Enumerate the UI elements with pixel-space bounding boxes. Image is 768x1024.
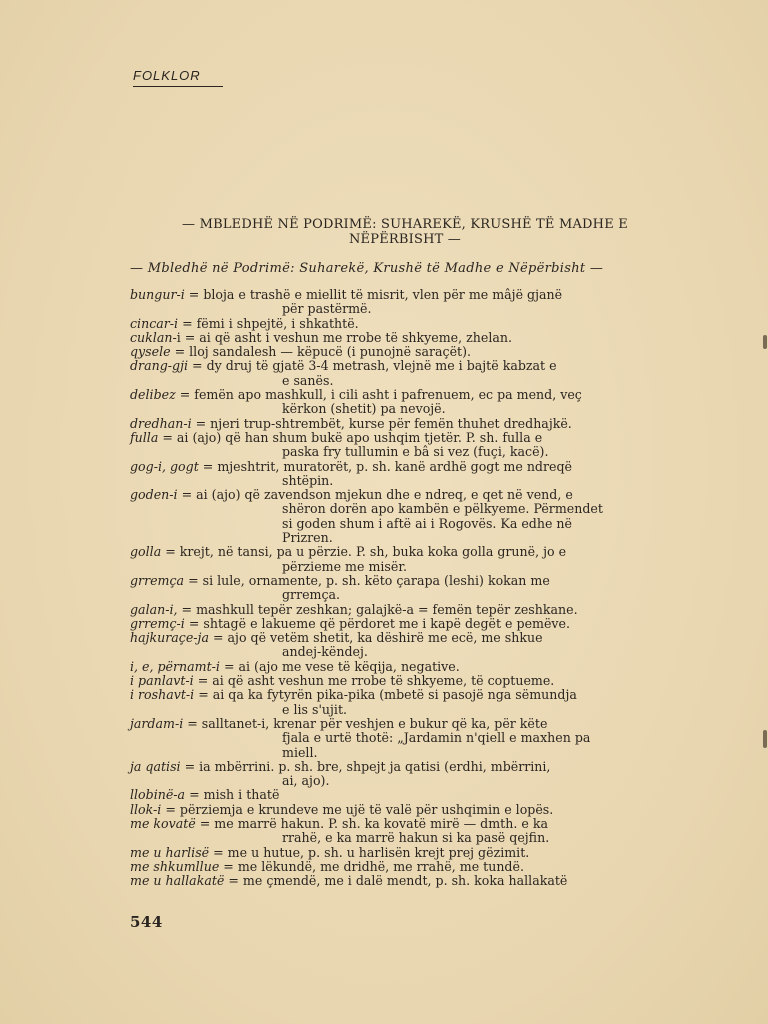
entry-first-line [130, 603, 678, 617]
glossary-entry [130, 660, 678, 674]
glossary-entry [130, 574, 678, 603]
entry-continuation: e sanës. [282, 372, 334, 388]
entry-definition: = fëmi i shpejtë, i shkathtë. [178, 315, 359, 331]
glossary-entry [130, 388, 678, 417]
page-number: 544 [130, 913, 163, 931]
entry-first-line [130, 631, 678, 645]
entry-first-line [130, 617, 678, 631]
entry-first-line [130, 388, 678, 402]
entry-definition: = mjeshtrit, muratorët, p. sh. kanë ardhë gogt me ndreqë [198, 458, 572, 474]
entry-term: fulla [130, 429, 159, 445]
entry-definition: = ai (ajo me vese të këqija, negative. [219, 658, 460, 674]
entry-term: bungur-i [130, 287, 185, 302]
entry-first-line [130, 660, 678, 674]
entry-definition: = ai qa ka fytyrën pika-pika (mbetë si pasojë nga sëmundja [194, 687, 577, 703]
entry-continuation: ai, ajo). [282, 773, 330, 789]
glossary-entry [130, 860, 678, 874]
entry-term: grremç-i [130, 615, 185, 631]
entry-definition: = salltanet-i, krenar për veshjen e bukur që ka, për këte [183, 715, 548, 731]
entry-continuation: kërkon (shetit) pa nevojë. [282, 401, 446, 417]
entry-first-line [130, 674, 678, 688]
glossary-list [130, 288, 678, 888]
entry-first-line [130, 488, 678, 502]
entry-first-line [130, 788, 678, 802]
glossary-entry [130, 488, 678, 545]
entry-first-line [130, 288, 678, 302]
entry-definition: = me lëkundë, me dridhë, me rrahë, me tundë. [219, 858, 524, 874]
entry-term: me u hallakatë [130, 873, 225, 889]
entry-definition: = ai (ajo) që han shum bukë apo ushqim tjetër. P. sh. fulla e [158, 429, 543, 445]
glossary-entry [130, 617, 678, 631]
glossary-entry [130, 846, 678, 860]
glossary-entry [130, 431, 678, 460]
entry-term: grremça [130, 572, 185, 588]
glossary-entry [130, 317, 678, 331]
section-header: FOLKLOR [133, 68, 201, 83]
glossary-entry [130, 760, 678, 789]
article-title: — MBLEDHË NË PODRIMË: SUHAREKË, KRUSHË TË MADHE E NËPËRBISHT — [182, 217, 628, 247]
glossary-entry [130, 688, 678, 717]
entry-continuation: si goden shum i aftë ai i Rogovës. Ka edhe në [282, 515, 572, 531]
entry-continuation: rrahë, e ka marrë hakun si ka pasë qejfin. [282, 830, 550, 846]
entry-first-line [130, 431, 678, 445]
entry-term: i, e, përnamt-i [130, 658, 220, 674]
entry-first-line [130, 417, 678, 431]
entry-definition: = përziemja e krundeve me ujë të valë për ushqimin e lopës. [161, 801, 554, 817]
entry-definition: = shtagë e lakueme që përdoret me i kapë degët e pemëve. [184, 615, 570, 631]
entry-term: llok-i [130, 801, 162, 817]
glossary-entry [130, 417, 678, 431]
entry-first-line [130, 460, 678, 474]
entry-term: cuklan- [130, 329, 177, 345]
entry-first-line [130, 874, 678, 888]
entry-definition: = ia mbërrini. p. sh. bre, shpejt ja qatisi (erdhi, mbërrini, [180, 758, 551, 774]
entry-definition: = ajo që vetëm shetit, ka dëshirë me ecë, me shkue [208, 630, 543, 646]
entry-definition: = ai (ajo) që zavendson mjekun dhe e ndreq, e qet në vend, e [177, 487, 573, 503]
entry-definition: = krejt, në tansi, pa u përzie. P. sh, buka koka golla grunë, jo e [161, 544, 567, 560]
article-subtitle: — Mbledhë në Podrimë: Suharekë, Krushë të Madhe e Nëpërbisht — [130, 261, 604, 276]
glossary-entry [130, 717, 678, 760]
entry-continuation: e lis s'ujit. [282, 701, 348, 717]
entry-definition: = dy druj të gjatë 3-4 metrash, vlejnë me i bajtë kabzat e [188, 358, 557, 374]
glossary-entry [130, 874, 678, 888]
entry-first-line [130, 345, 678, 359]
header-underline [133, 86, 223, 87]
glossary-entry [130, 803, 678, 817]
entry-continuation: fjala e urtë thotë: „Jardamin n'qiell e maxhen pa [282, 730, 591, 746]
entry-continuation: andej-këndej. [282, 644, 368, 660]
entry-term: delibez [130, 387, 176, 403]
glossary-entry [130, 345, 678, 359]
entry-first-line [130, 846, 678, 860]
entry-definition: = si lule, ornamente, p. sh. këto çarapa (leshi) kokan me [184, 572, 550, 588]
entry-definition: = me marrë hakun. P. sh. ka kovatë mirë — dmth. e ka [195, 815, 548, 831]
entry-continuation: përzieme me misër. [282, 558, 407, 574]
entry-continuation: grremça. [282, 587, 341, 603]
entry-continuation: shtëpin. [282, 472, 334, 488]
entry-definition: = me u hutue, p. sh. u harlisën krejt prej gëzimit. [209, 844, 530, 860]
entry-continuation: paska fry tullumin e bâ si vez (fuçi, kacë). [282, 444, 549, 460]
entry-term: llobinë-a [130, 787, 186, 803]
entry-term: me u harlisë [130, 844, 210, 860]
entry-definition: = njeri trup-shtrembët, kurse për femën thuhet dredhajkë. [191, 415, 572, 431]
entry-term: goden-i [130, 487, 178, 503]
entry-term: i roshavt-i [130, 687, 195, 703]
entry-definition: = me çmendë, me i dalë mendt, p. sh. koka hallakatë [224, 873, 568, 889]
entry-first-line [130, 317, 678, 331]
entry-first-line [130, 860, 678, 874]
entry-first-line [130, 717, 678, 731]
entry-term: i panlavt-i [130, 673, 194, 689]
glossary-entry [130, 288, 678, 317]
margin-mark [763, 730, 767, 748]
entry-definition: i = ai që asht i veshun me rrobe të shkyeme, zhelan. [176, 329, 512, 345]
entry-continuation: miell. [282, 744, 318, 760]
entry-continuation: shëron dorën apo kambën e pëlkyeme. Përmendet [282, 501, 603, 517]
entry-term: dredhan-i [130, 415, 192, 431]
entry-term: gog-i, gogt [130, 458, 199, 474]
entry-continuation: Prizren. [282, 530, 333, 546]
entry-term: me shkumllue [130, 858, 220, 874]
entry-first-line [130, 803, 678, 817]
entry-definition: = bloja e trashë e miellit të misrit, vlen për me mâjë gjanë [184, 287, 563, 302]
entry-term: me kovatë [130, 815, 196, 831]
glossary-entry [130, 331, 678, 345]
entry-first-line [130, 817, 678, 831]
entry-definition: = lloj sandalesh — këpucë (i punojnë saraçët). [170, 344, 472, 360]
entry-definition: = femën apo mashkull, i cili asht i pafrenuem, ec pa mend, veç [175, 387, 582, 403]
glossary-entry [130, 545, 678, 574]
entry-definition: = mish i thatë [185, 787, 280, 803]
entry-term: golla [130, 544, 162, 560]
entry-first-line [130, 331, 678, 345]
glossary-entry [130, 674, 678, 688]
entry-term: drang-gji [130, 358, 189, 374]
entry-first-line [130, 545, 678, 559]
entry-first-line [130, 760, 678, 774]
entry-first-line [130, 688, 678, 702]
entry-term: qysele [130, 344, 171, 360]
glossary-entry [130, 631, 678, 660]
glossary-entry [130, 460, 678, 489]
entry-term: jardam-i [130, 715, 184, 731]
glossary-entry [130, 817, 678, 846]
entry-definition: = mashkull tepër zeshkan; galajkë-a = femën tepër zeshkane. [177, 601, 578, 617]
glossary-entry [130, 603, 678, 617]
entry-term: cincar-i [130, 315, 179, 331]
glossary-entry [130, 788, 678, 802]
entry-continuation: për pastërmë. [282, 301, 372, 317]
entry-first-line [130, 574, 678, 588]
entry-term: galan-i, [130, 601, 178, 617]
entry-term: ja qatisi [130, 758, 181, 774]
glossary-entry [130, 359, 678, 388]
entry-definition: = ai që asht veshun me rrobe të shkyeme, të coptueme. [193, 673, 555, 689]
entry-first-line [130, 359, 678, 373]
margin-mark [763, 335, 767, 349]
entry-term: hajkuraçe-ja [130, 630, 209, 646]
